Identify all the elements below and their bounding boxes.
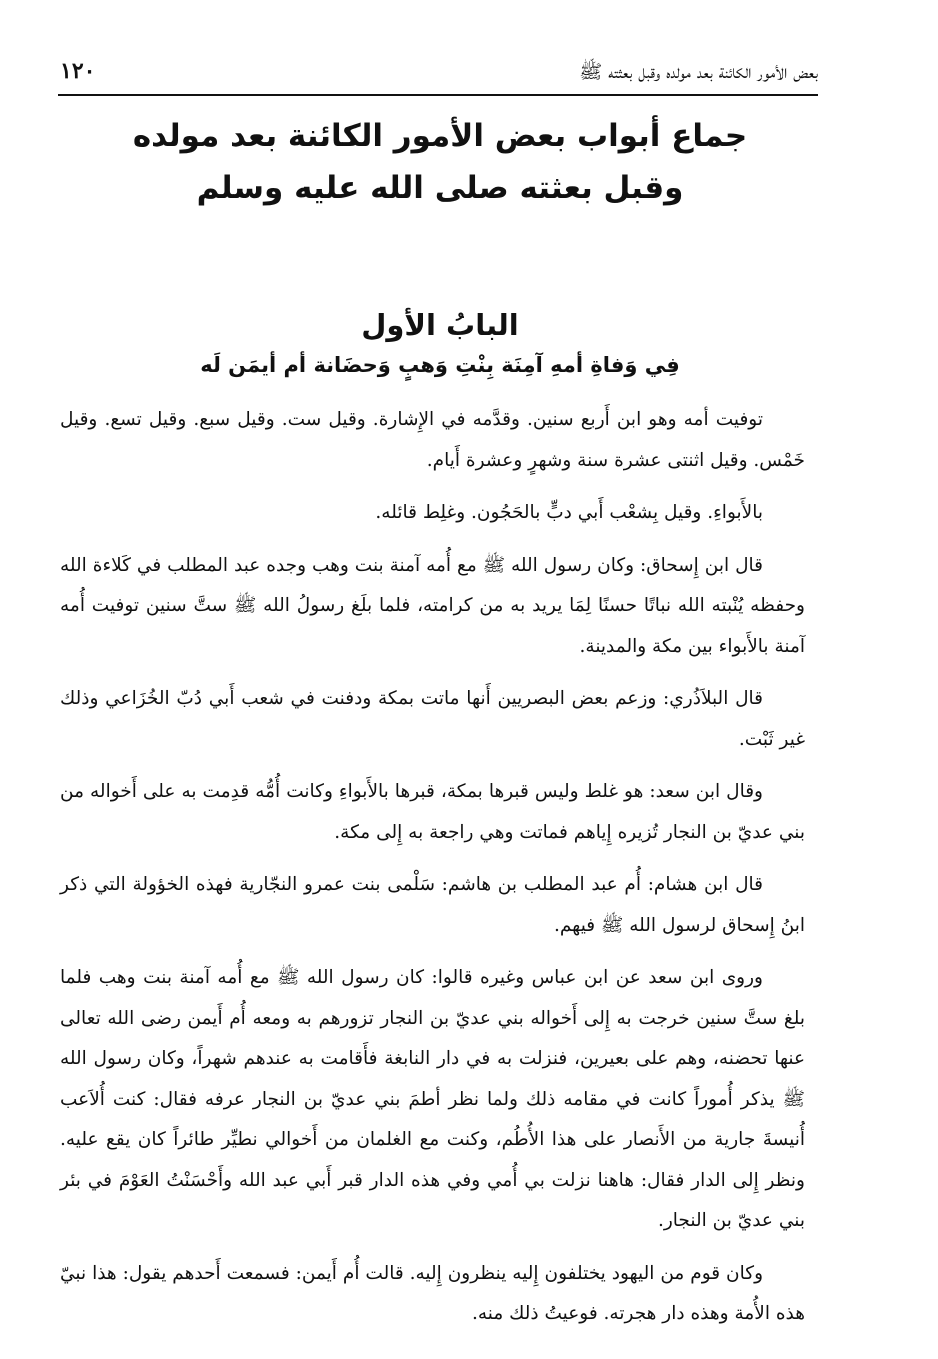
paragraph-death-age: توفيت أمه وهو ابن أَربع سنين. وقدَّمه في الإِشارة. وقيل ست. وقيل سبع. وقيل تسع. وقيل خَمْس. وقيل اثنتى عشرة سنة وشهرٍ وعشرة أَيام. <box>60 409 805 471</box>
paragraph-abwa: بالأَبواءِ. وقيل بِشعْب أَبي دبٍّ بالحَجُون. وغلِط قائله. <box>375 502 763 523</box>
chapter-title-line-1: جماع أبواب بعض الأمور الكائنة بعد مولده <box>132 118 748 154</box>
page-number: ١٢٠ <box>60 58 96 84</box>
paragraph-umm-ayman: وكان قوم من اليهود يختلفون إِليه ينظرون إِليه. قالت أُم أَيمن: فسمعت أَحدهم يقول: هذا نبيّ هذه الأُمة وهذه دار هجرته. فوعيتُ ذلك منه. <box>60 1262 805 1324</box>
paragraph-ibn-hisham: قال ابن هشام: أُم عبد المطلب بن هاشم: سَلْمى بنت عمرو النجّارية فهذه الخؤولة التي ذكر ابنُ إِسحاق لرسول الله ﷺ فيهم. <box>60 874 805 936</box>
paragraph-ibn-saad: وقال ابن سعد: هو غلط وليس قبرها بمكة، قبرها بالأَبواءِ وكانت أُمُّه قدِمت به على أَخواله من بني عديّ بن النجار تُزيره إِياهم فماتت وهي راجعة به إِلى مكة. <box>60 781 805 843</box>
section-subtitle: فِي وَفاةِ أمهِ آمِنَة بِنْتِ وَهبٍ وَحضَانة أم أيمَن لَه <box>200 353 680 377</box>
body-text <box>60 400 805 1335</box>
running-title: بعض الأمور الكائنة بعد مولده وقبل بعثته ﷺ <box>579 61 818 83</box>
running-header <box>58 54 818 96</box>
chapter-title-line-2: وقبل بعثته صلى الله عليه وسلم <box>196 170 684 206</box>
paragraph-ibn-abbas: وروى ابن سعد عن ابن عباس وغيره قالوا: كان رسول الله ﷺ مع أُمه آمنة بنت وهب فلما بلغ ستَّ سنين خرجت به إِلى أَخواله بني عديّ بن النجار تزورهم به ومعه أُم أَيمن رضى الله تعالى عنها تحضنه، وهم على بعيرين، فنزلت به في دار النابغة فأَقامت به عندهم شهراً، وكان رسول الله ﷺ يذكر أُموراً كانت في مقامه ذلك ولما نظر أطمَ بني عديّ بن النجار عرفه فقال: كنت أُلاَعب أُنيسةَ جارية من الأَنصار على هذا الأُطُم، وكنت مع الغلمان من أَخوالي نطيِّر طائراً كان يقع عليه. ونظر إِلى الدار فقال: هاهنا نزلت بي أُمي وفي هذه الدار قبر أَبي عبد الله وأَحْسَنْتُ العَوْمَ في بئر بني عديّ بن النجار. <box>60 967 805 1231</box>
chapter-title <box>60 110 820 214</box>
section-title: البابُ الأول <box>361 308 519 342</box>
paragraph-baladhuri: قال البلاَذُري: وزعم بعض البصريين أَنها ماتت بمكة ودفنت في شعب أَبي دُبّ الخُزَاعي وذلك غير ثَبْت. <box>60 688 805 750</box>
paragraph-ibn-ishaq: قال ابن إِسحاق: وكان رسول الله ﷺ مع أُمه آمنة بنت وهب وجده عبد المطلب في كَلاءة الله وحفظه يُنْبته الله نباتًا حسنًا لِمَا يريد به من كرامته، فلما بلَغ رسولُ الله ﷺ ستَّ سنين توفيت أُمه آمنة بالأَبواء بين مكة والمدينة. <box>60 554 805 657</box>
